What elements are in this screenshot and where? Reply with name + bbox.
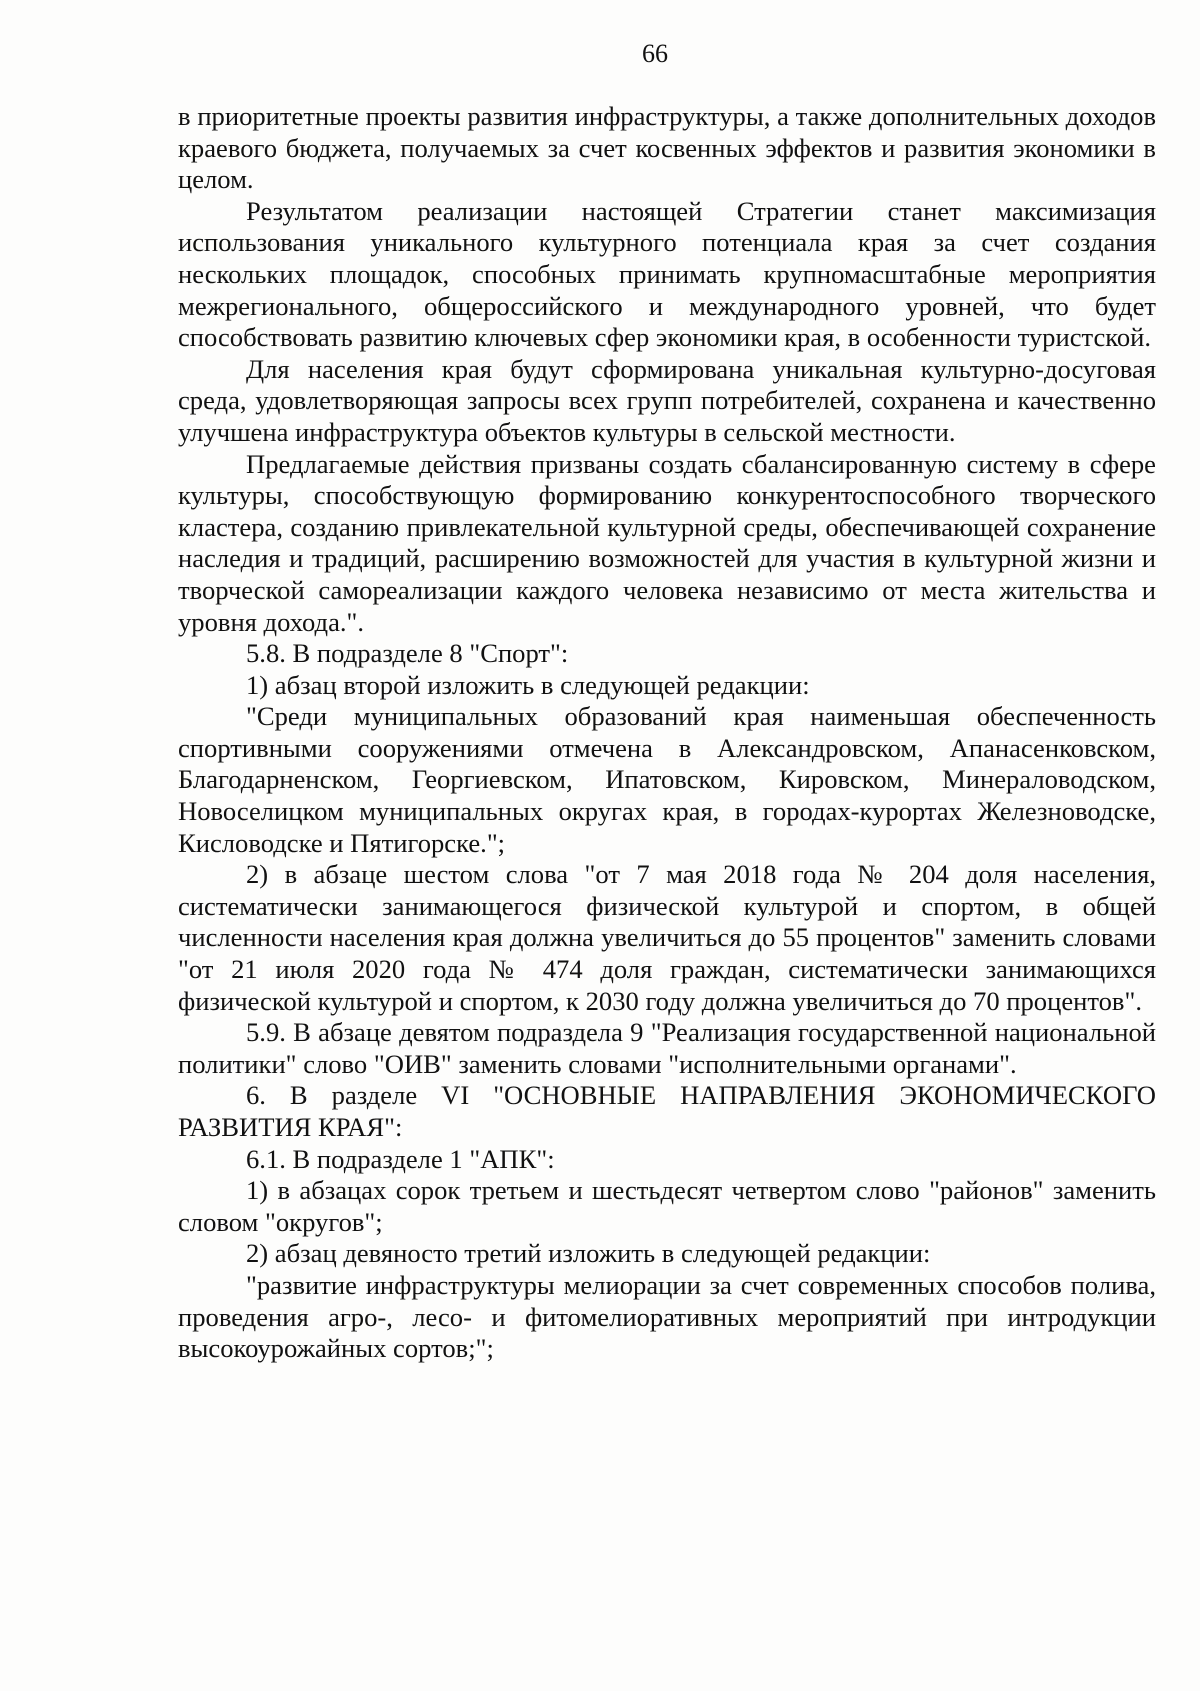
paragraph: Предлагаемые действия призваны создать сбалансированную систему в сфере культуры, способствующую формированию конкурентоспособного творческого кластера, созданию привлекательной культурной среды, обеспечивающей сохранение наследия и традиций, расширению возможностей для участия в культурной жизни и творческой самореализации каждого человека независимо от места жительства и уровня дохода.". <box>178 448 1156 637</box>
paragraph: Для населения края будут сформирована уникальная культурно-досуговая среда, удовлетворяющая запросы всех групп потребителей, сохранена и качественно улучшена инфраструктура объектов культуры в сельской местности. <box>178 353 1156 447</box>
paragraph: 1) абзац второй изложить в следующей редакции: <box>246 669 810 700</box>
paragraph: "развитие инфраструктуры мелиорации за счет современных способов полива, проведения агро-, лесо- и фитомелиоративных мероприятий при интродукции высокоурожайных сортов;"; <box>178 1269 1156 1364</box>
paragraph: 5.9. В абзаце девятом подраздела 9 "Реализация государственной национальной политики" слово "ОИВ" заменить словами "исполнительными органами". <box>178 1017 1156 1079</box>
paragraph: 1) в абзацах сорок третьем и шестьдесят четвертом слово "районов" заменить словом "округов"; <box>178 1175 1156 1237</box>
paragraph: в приоритетные проекты развития инфраструктуры, а также дополнительных доходов краевого бюджета, получаемых за счет косвенных эффектов и развития экономики в целом. <box>178 101 1156 195</box>
paragraph: 6. В разделе VI "ОСНОВНЫЕ НАПРАВЛЕНИЯ ЭКОНОМИЧЕСКОГО РАЗВИТИЯ КРАЯ": <box>178 1080 1156 1142</box>
paragraph: 2) в абзаце шестом слова "от 7 мая 2018 года № 204 доля населения, систематически занимающегося физической культурой и спортом, в общей численности населения края должна увеличиться до 55 процентов" заменить словами "от 21 июля 2020 года № 474 доля граждан, систематически занимающихся физической культурой и спортом, к 2030 году должна увеличиться до 70 процентов". <box>178 859 1156 1016</box>
paragraph: 2) абзац девяносто третий изложить в следующей редакции: <box>246 1238 931 1269</box>
page-number: 66 <box>642 39 668 68</box>
paragraph: 5.8. В подразделе 8 "Спорт": <box>246 638 569 669</box>
paragraph: Результатом реализации настоящей Стратегии станет максимизация использования уникального культурного потенциала края за счет создания нескольких площадок, способных принимать крупномасштабные мероприятия межрегионального, общероссийского и международного уровней, что будет способствовать развитию ключевых сфер экономики края, в особенности туристской. <box>178 195 1156 353</box>
paragraph: 6.1. В подразделе 1 "АПК": <box>246 1143 555 1174</box>
document-body <box>178 101 1156 1365</box>
paragraph: "Среди муниципальных образований края наименьшая обеспеченность спортивными сооружениями отмечена в Александровском, Апанасенковском, Благодарненском, Георгиевском, Ипатовском, Кировском, Минераловодском, Новоселицком муниципальных округах края, в городах-курортах Железноводске, Кисловодске и Пятигорске."; <box>178 701 1156 858</box>
